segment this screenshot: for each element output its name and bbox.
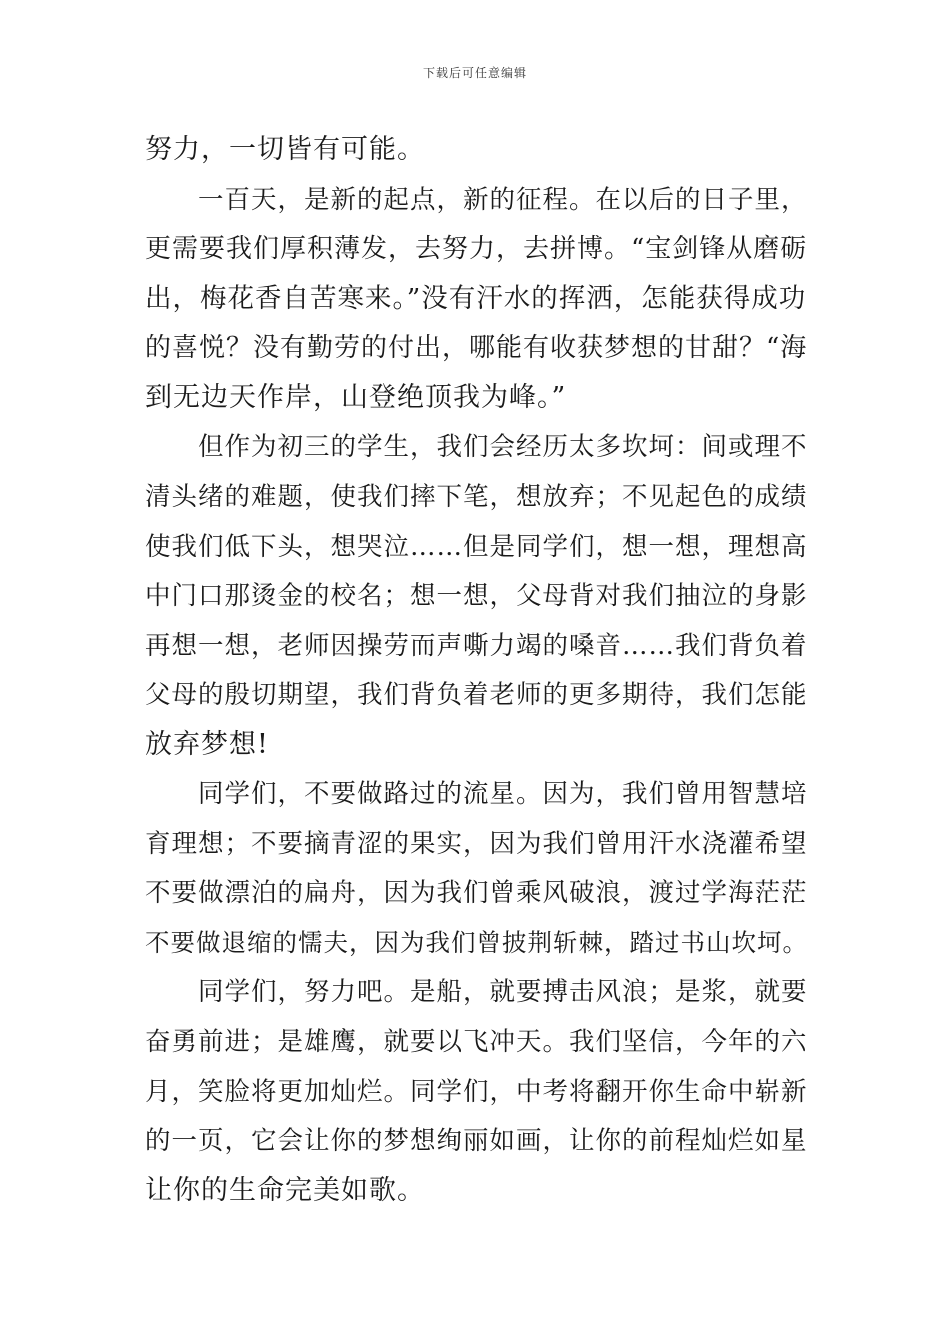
- text-line: 出，梅花香自苦寒来。”没有汗水的挥洒，怎能获得成功: [145, 283, 807, 314]
- text-line: 月，笑脸将更加灿烂。同学们，中考将翻开你生命中崭新: [145, 1077, 808, 1107]
- text-line: 中门口那烫金的校名；想一想，父母背对我们抽泣的身影: [145, 581, 808, 611]
- text-line: 父母的殷切期望，我们背负着老师的更多期待，我们怎能: [145, 680, 808, 710]
- text-line: 奋勇前进；是雄鹰，就要以飞冲天。我们坚信，今年的六: [145, 1027, 808, 1057]
- text-line: 努力，一切皆有可能。: [145, 134, 425, 165]
- text-line: 同学们，努力吧。是船，就要搏击风浪；是浆，就要: [198, 977, 808, 1007]
- text-line: 育理想；不要摘青涩的果实，因为我们曾用汗水浇灌希望: [145, 829, 808, 859]
- text-line: 到无边天作岸，山登绝顶我为峰。”: [145, 382, 567, 413]
- text-line: 不要做漂泊的扁舟，因为我们曾乘风破浪，渡过学海茫茫: [145, 878, 808, 908]
- text-line: 一百天，是新的起点，新的征程。在以后的日子里，: [198, 185, 808, 215]
- text-line: 使我们低下头，想哭泣……但是同学们，想一想，理想高: [145, 532, 808, 562]
- text-line: 的一页，它会让你的梦想绚丽如画，让你的前程灿烂如星: [145, 1126, 808, 1156]
- text-line: 清头绪的难题，使我们摔下笔，想放弃；不见起色的成绩: [145, 482, 808, 512]
- text-line: 不要做退缩的懦夫，因为我们曾披荆斩棘，踏过书山坎坷。: [145, 928, 808, 957]
- text-line: 同学们，不要做路过的流星。因为，我们曾用智慧培: [198, 779, 808, 809]
- text-line: 让你的生命完美如歌。: [145, 1175, 425, 1206]
- text-line: 更需要我们厚积薄发，去努力，去拼博。“宝剑锋从磨砺: [145, 234, 808, 264]
- text-line: 再想一想，老师因操劳而声嘶力竭的嗓音……我们背负着: [145, 631, 808, 661]
- page-header: 下载后可任意编辑: [422, 66, 527, 80]
- text-line: 的喜悦？没有勤劳的付出，哪能有收获梦想的甘甜？“海: [145, 333, 808, 363]
- text-line: 放弃梦想!: [145, 729, 269, 760]
- text-line: 但作为初三的学生，我们会经历太多坎坷：间或理不: [198, 432, 808, 462]
